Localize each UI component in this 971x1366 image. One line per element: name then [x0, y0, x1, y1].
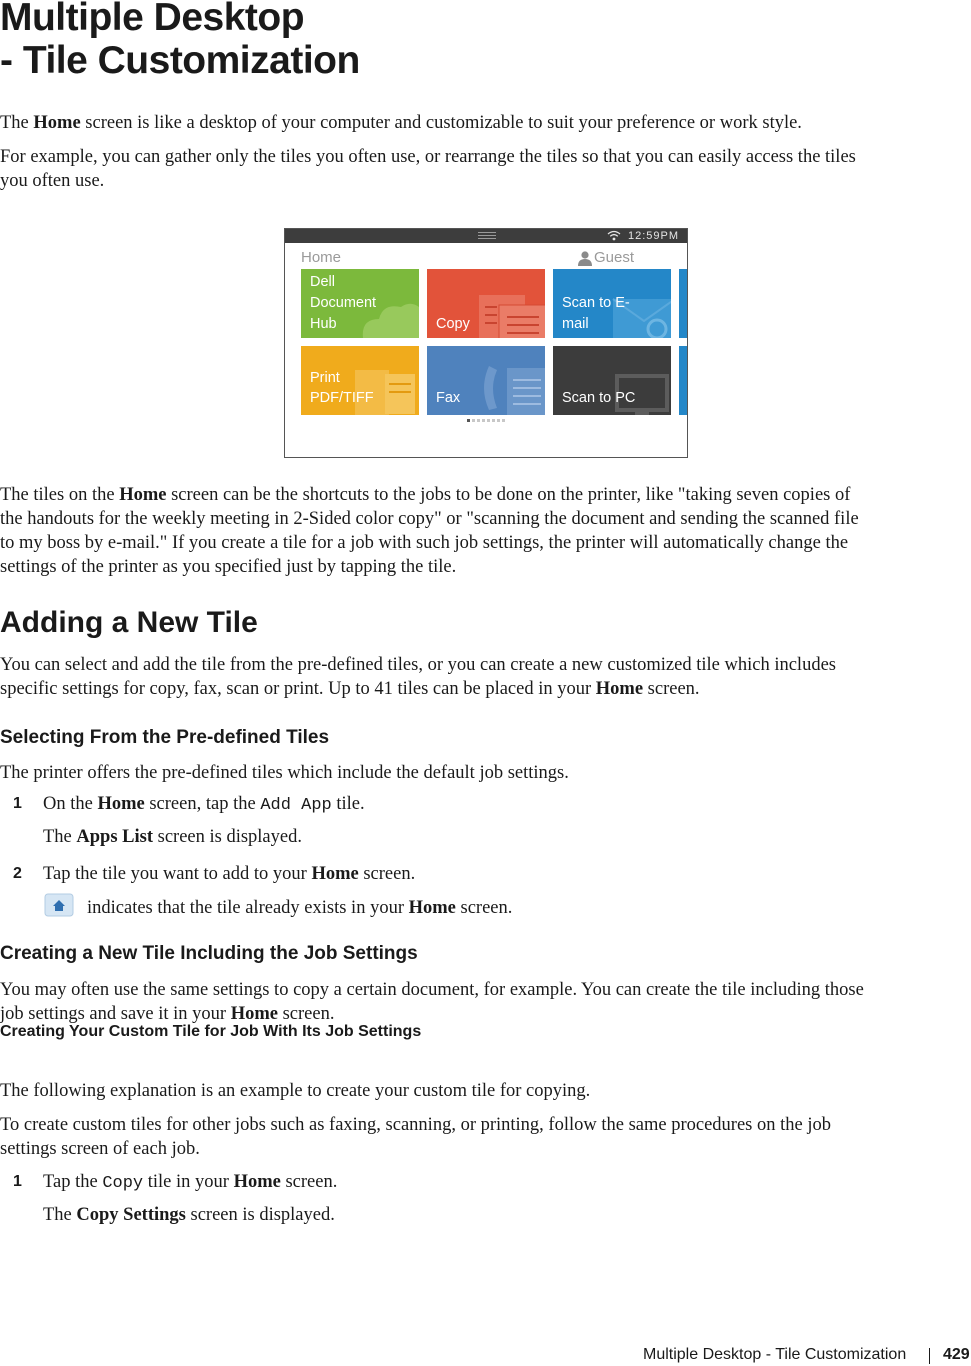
guest-user: Guest: [594, 249, 634, 266]
custom-tile-intro: The following explanation is an example to create your custom tile for copying.: [0, 1081, 591, 1101]
page-number: 429: [943, 1346, 970, 1363]
tile-fax[interactable]: Fax: [427, 346, 545, 415]
step-number: 1: [13, 795, 22, 812]
subheading-predefined-tiles: Selecting From the Pre-defined Tiles: [0, 727, 330, 748]
page-title-line-1: Multiple Desktop: [0, 0, 305, 39]
intro-paragraph-1: The Home screen is like a desktop of your computer and customizable to suit your preference or work style.: [0, 113, 802, 133]
tile-scan-to-email[interactable]: Scan to E- mail: [553, 269, 671, 338]
tile-partial-next-page-2: [679, 346, 687, 415]
tile-partial-next-page: [679, 269, 687, 338]
tiles-shortcut-paragraph: The tiles on the Home screen can be the shortcuts to the jobs to be done on the printer, like "taking seven copies of the handouts for the weekly meeting in 2-Sided color copy" or "scanning the document and sending the scanned file to my boss by e-mail." If you create a tile for a job with such job settings, the printer will automatically change the settings of the printer as you specified just by tapping the tile.: [0, 485, 859, 577]
tile-scan-to-pc[interactable]: Scan to PC: [553, 346, 671, 415]
custom-step-1-result: The Copy Settings screen is displayed.: [43, 1205, 335, 1225]
creating-tile-paragraph: You may often use the same settings to copy a certain document, for example. You can create the tile including those job settings and save it in your Home screen.: [0, 980, 864, 1024]
user-icon: [577, 250, 593, 266]
predefined-step-1: On the Home screen, tap the Add App tile.: [43, 794, 365, 815]
wifi-icon: [607, 230, 621, 241]
custom-step-1: Tap the Copy tile in your Home screen.: [43, 1172, 338, 1193]
tile-dell-document-hub[interactable]: Dell Document Hub: [301, 269, 419, 338]
step-number: 1: [13, 1173, 22, 1190]
status-bar: [285, 229, 687, 243]
subheading-creating-new-tile: Creating a New Tile Including the Job Settings: [0, 943, 418, 964]
pull-down-handle: [478, 232, 496, 233]
home-screen-illustration: [284, 228, 688, 458]
predefined-step-2-note: indicates that the tile already exists in your Home screen.: [87, 898, 513, 918]
custom-tile-paragraph: To create custom tiles for other jobs such as faxing, scanning, or printing, follow the same procedures on the job settings screen of each job.: [0, 1115, 831, 1159]
footer-chapter-title: Multiple Desktop - Tile Customization: [643, 1346, 907, 1363]
section-heading-adding-tile: Adding a New Tile: [0, 606, 258, 639]
screen-home-label: Home: [301, 249, 342, 266]
predefined-intro: The printer offers the pre-defined tiles which include the default job settings.: [0, 763, 569, 783]
tile-copy[interactable]: Copy: [427, 269, 545, 338]
home-badge-icon: [44, 893, 74, 917]
predefined-step-1-result: The Apps List screen is displayed.: [43, 827, 302, 847]
footer-divider: [929, 1348, 930, 1364]
page-title-line-2: - Tile Customization: [0, 39, 360, 82]
page-indicator: [467, 419, 507, 423]
predefined-step-2: Tap the tile you want to add to your Home screen.: [43, 864, 416, 884]
adding-tile-paragraph: You can select and add the tile from the pre-defined tiles, or you can create a new customized tile which includes specific settings for copy, fax, scan or print. Up to 41 tiles can be placed in your Home screen.: [0, 655, 836, 699]
step-number: 2: [13, 865, 22, 882]
subheading-custom-tile: Creating Your Custom Tile for Job With Its Job Settings: [0, 1023, 422, 1040]
intro-paragraph-2: For example, you can gather only the tiles you often use, or rearrange the tiles so that you can easily access the tiles you often use.: [0, 147, 856, 191]
tile-print-pdf-tiff[interactable]: Print PDF/TIFF: [301, 346, 419, 415]
page-title: [0, 0, 360, 82]
clock-time: 12:59PM: [627, 230, 679, 242]
